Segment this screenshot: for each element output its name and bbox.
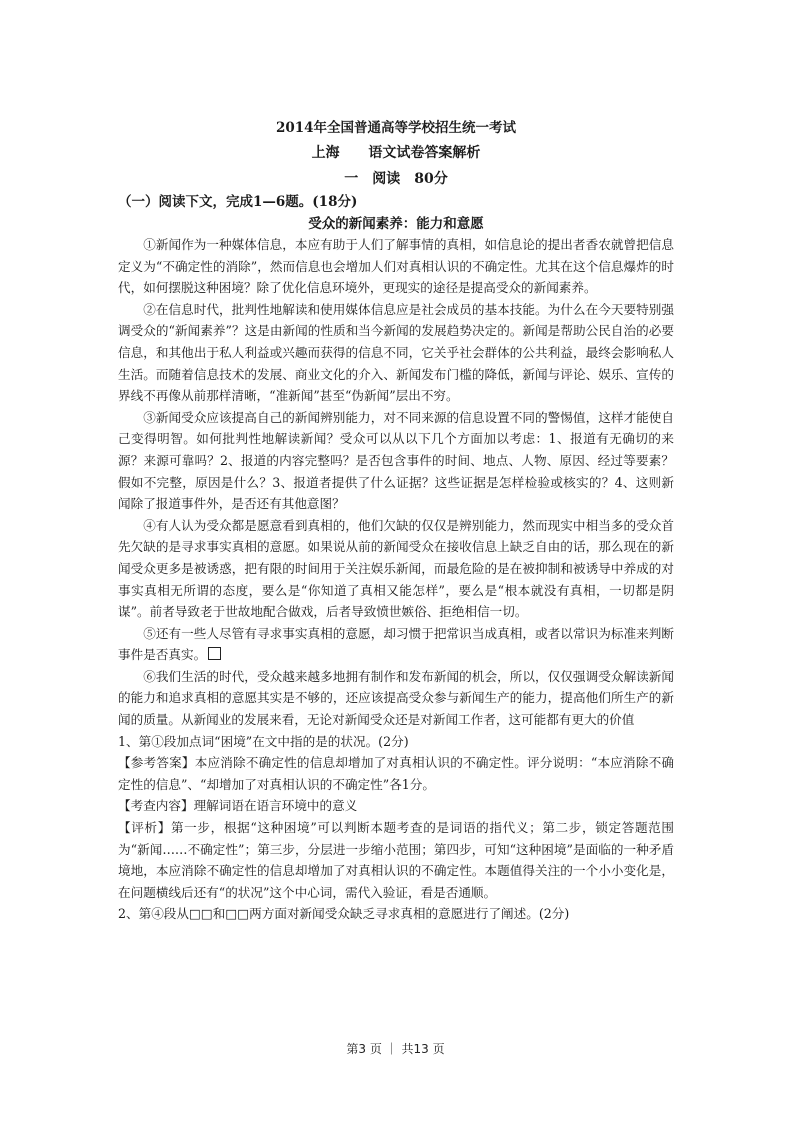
empty-box-icon (208, 647, 221, 660)
answer-tag: 【参考答案】 (118, 755, 195, 771)
question-1: 1、第①段加点词“困境”在文中指的是的状况。(2分) (118, 733, 409, 749)
paragraph-2: ②在信息时代，批判性地解读和使用媒体信息应是社会成员的基本技能。为什么在今天要特别强调受众的“新闻素养”？这是由新闻的性质和当今新闻的发展趋势决定的。新闻是帮助公民自治的必要信息，和其他出于私人利益或兴趣而获得的信息不同，它关乎社会群体的公共利益，最终会影响私人生活。而随着信息技术的发展、商业文化的介入、新闻发布门槛的降低，新闻与评论、娱乐、宣传的界线不再像从前那样清晰，“准新闻”甚至“伪新闻”层出不穷。 (118, 301, 674, 404)
analysis-text: 第一步，根据“这种困境”可以判断本题考查的是词语的指代义；第二步，锁定答题范围为“新闻……不确定性”；第三步，分层进一步缩小范围；第四步，可知“这种困境”是面临的一种矛盾境地，本应消除不确定性的信息却增加了对真相认识的不确定性。本题值得关注的一个小小变化是，在问题横线后还有“的状况”这个中心词，需代入验证，看是否通顺。 (118, 820, 674, 900)
paper-subtitle: 上海 语文试卷答案解析 (311, 145, 481, 161)
analysis-1 (118, 817, 674, 903)
content-tag: 【考查内容】 (118, 798, 194, 814)
page-content (118, 118, 674, 925)
analysis-tag: 【评析】 (118, 820, 171, 836)
part-heading: （一）阅读下文，完成1—6题。(18分) (118, 194, 358, 210)
question-2: 2、第④段从□□和□□两方面对新闻受众缺乏寻求真相的意愿进行了阐述。(2分) (118, 906, 570, 922)
answer-text: 本应消除不确定性的信息却增加了对真相认识的不确定性。评分说明：“本应消除不确定性的信息”、“却增加了对真相认识的不确定性”各1分。 (118, 755, 674, 792)
article-title: 受众的新闻素养：能力和意愿 (308, 216, 484, 232)
paragraph-4: ④有人认为受众都是愿意看到真相的，他们欠缺的仅仅是辨别能力，然而现实中相当多的受众首先欠缺的是寻求事实真相的意愿。如果说从前的新闻受众在接收信息上缺乏自由的话，那么现在的新闻受众更多是被诱惑，把有限的时间用于关注娱乐新闻，而最危险的是在被抑制和被诱导中养成的对事实真相无所谓的态度，要么是“你知道了真相又能怎样”，要么是“根本就没有真相，一切都是阴谋”。前者导致老于世故地配合做戏，后者导致愤世嫉俗、拒绝相信一切。 (118, 517, 674, 620)
paragraph-5 (118, 623, 674, 666)
content-1 (118, 795, 674, 817)
paragraph-1: ①新闻作为一种媒体信息，本应有助于人们了解事情的真相，如信息论的提出者香农就曾把信息定义为“不确定性的消除”，然而信息也会增加人们对真相认识的不确定性。尤其在这个信息爆炸的时代，如何摆脱这种困境？除了优化信息环境外，更现实的途径是提高受众的新闻素养。 (118, 237, 674, 296)
content-text: 理解词语在语言环境中的意义 (193, 798, 358, 814)
page-footer: 第3 页 ｜ 共13 页 (346, 1042, 445, 1056)
answer-1 (118, 752, 674, 795)
paragraph-3: ③新闻受众应该提高自己的新闻辨别能力，对不同来源的信息设置不同的警惕值，这样才能使自己变得明智。如何批判性地解读新闻？受众可以从以下几个方面加以考虑：1、报道有无确切的来源？来源可靠吗？2、报道的内容完整吗？是否包含事件的时间、地点、人物、原因、经过等要素？假如不完整，原因是什么？3、报道者提供了什么证据？这些证据是怎样检验或核实的？4、这则新闻除了报道事件外，是否还有其他意图？ (118, 409, 674, 512)
paragraph-5-text: ⑤还有一些人尽管有寻求事实真相的意愿，却习惯于把常识当成真相，或者以常识为标准来判断事件是否真实。 (118, 625, 674, 663)
exam-title: 2014年全国普通高等学校招生统一考试 (275, 120, 517, 136)
paragraph-6: ⑥我们生活的时代，受众越来越多地拥有制作和发布新闻的机会，所以，仅仅强调受众解读新闻的能力和追求真相的意愿其实是不够的，还应该提高受众参与新闻生产的能力，提高他们所生产的新闻的质量。从新闻业的发展来看，无论对新闻受众还是对新闻工作者，这可能都有更大的价值 (118, 668, 674, 728)
section-title: 一 阅读 80分 (344, 171, 448, 187)
